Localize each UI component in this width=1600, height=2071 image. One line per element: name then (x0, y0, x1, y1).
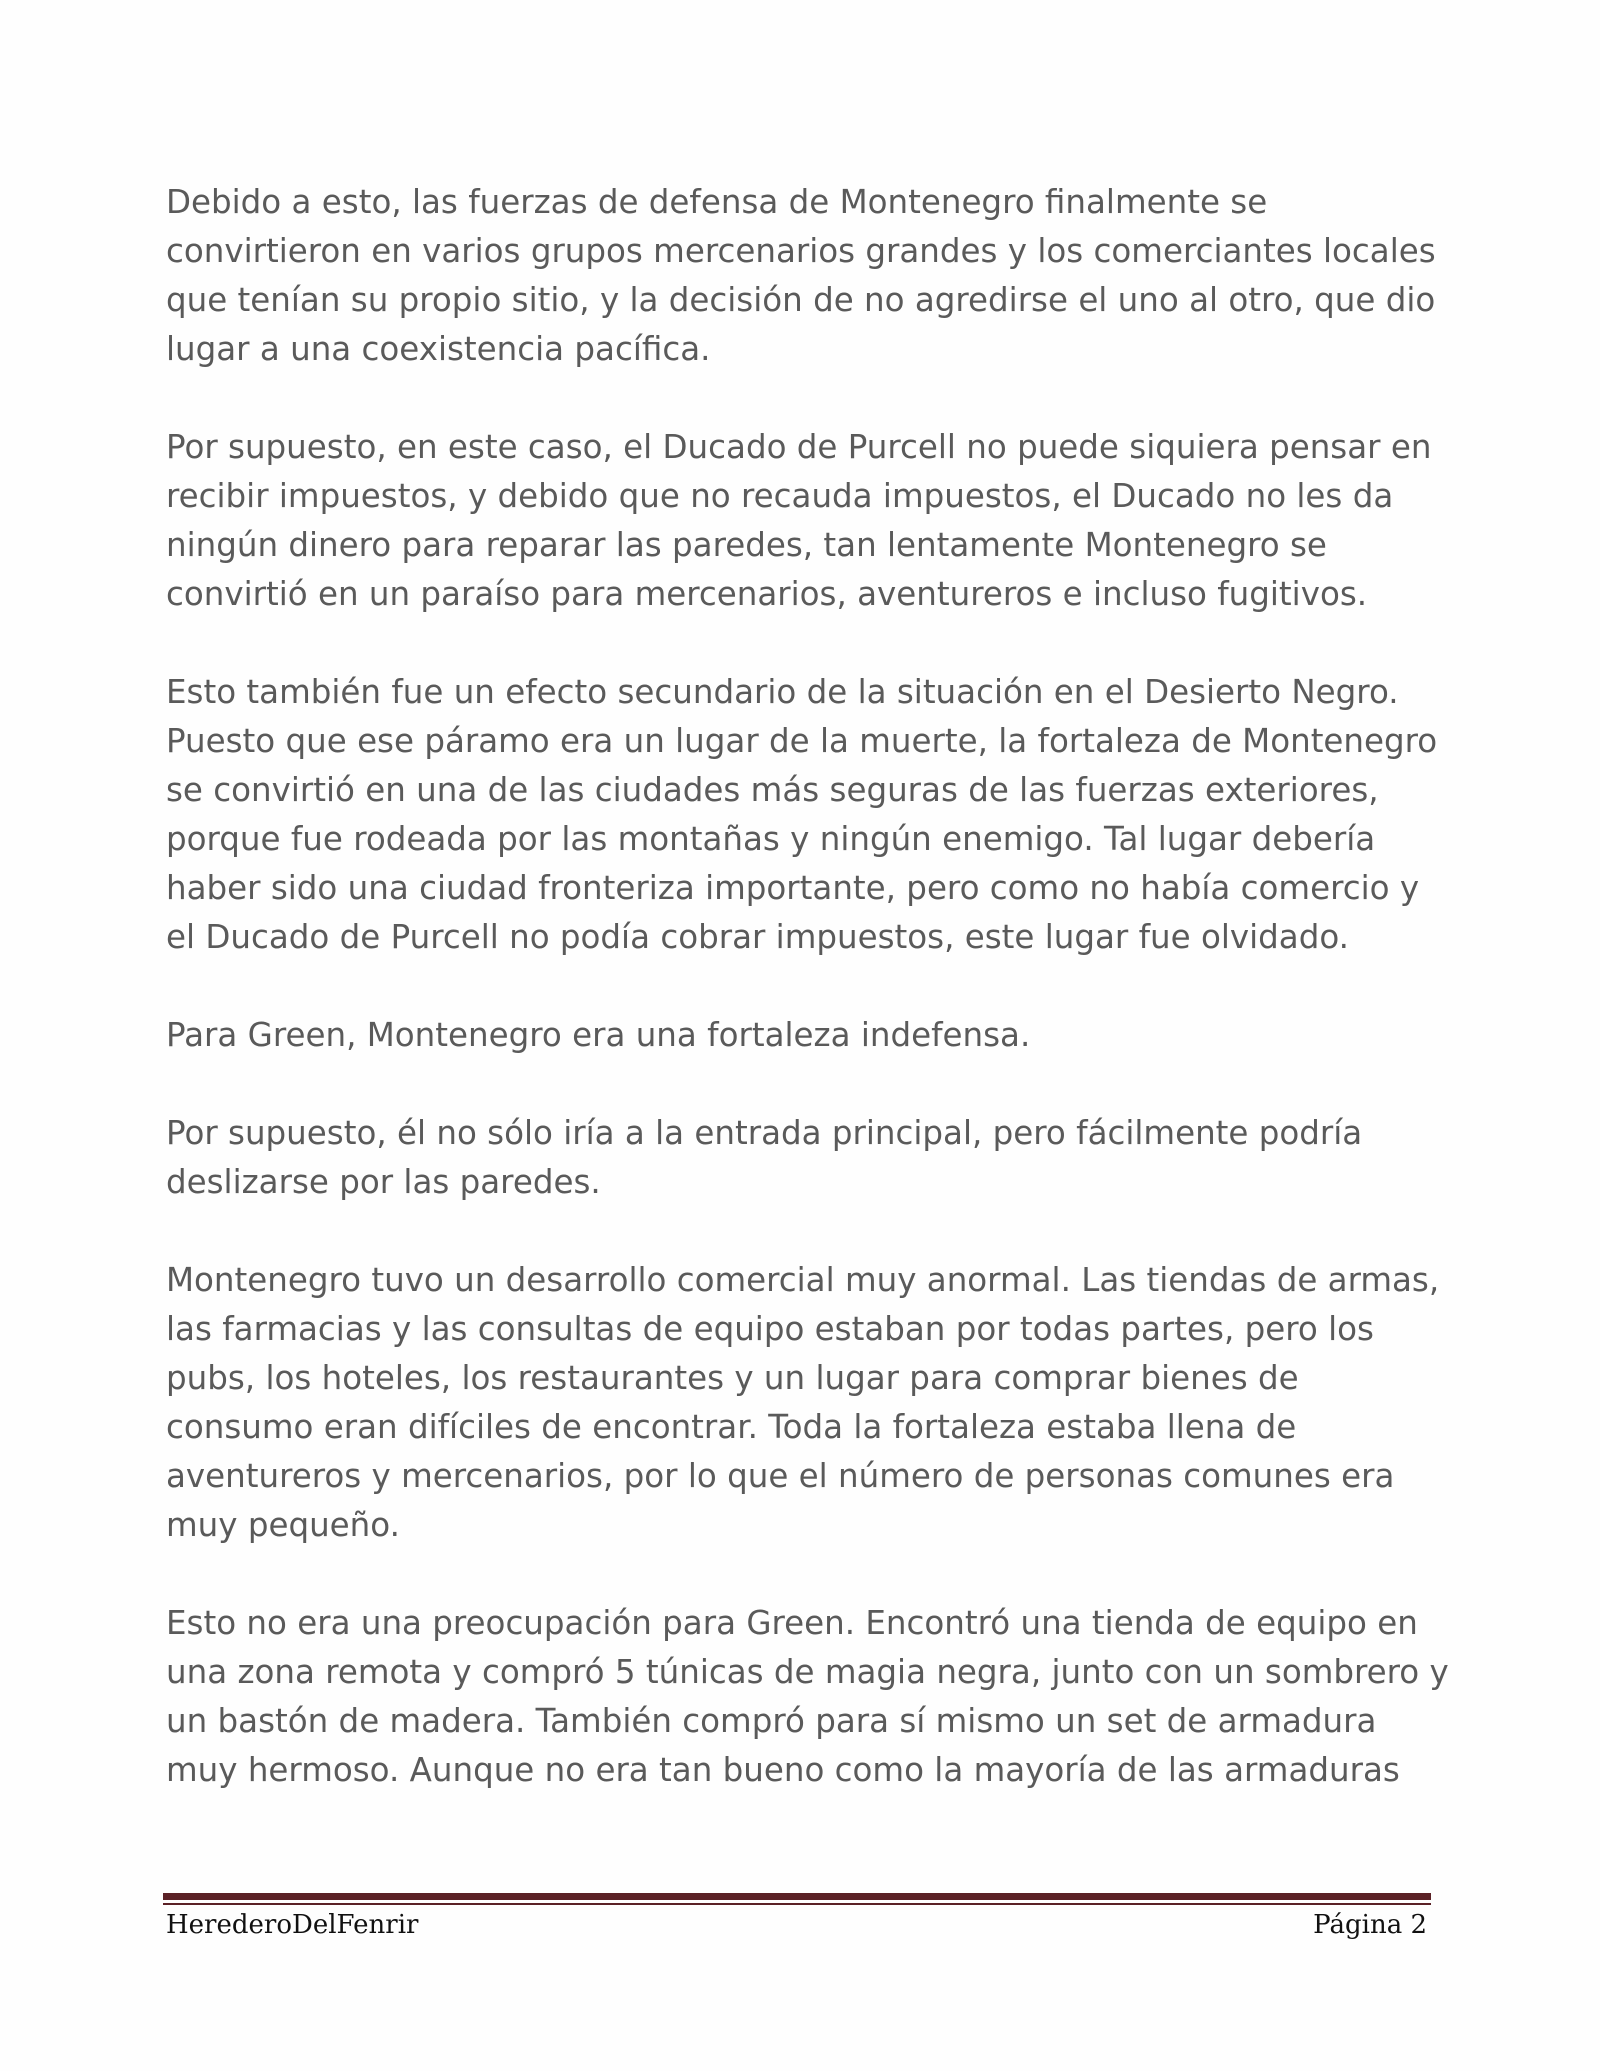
footer-divider-thin (163, 1903, 1431, 1905)
footer-author: HerederoDelFenrir (166, 1910, 419, 1940)
paragraph: Esto también fue un efecto secundario de la situación en el Desierto Negro. Puesto que ese páramo era un lugar de la muerte, la fortaleza de Montenegro se convirtió en una de las ciudades más seguras de las fuerzas exteriores, porque fue rodeada por las montañas y ningún enemigo. Tal lugar debería haber sido una ciudad fronteriza importante, pero como no había comercio y el Ducado de Purcell no podía cobrar impuestos, este lugar fue olvidado. (166, 673, 1438, 956)
paragraph: Por supuesto, él no sólo iría a la entrada principal, pero fácilmente podría deslizarse por las paredes. (166, 1114, 1363, 1201)
body-text (166, 178, 1456, 1844)
paragraph: Por supuesto, en este caso, el Ducado de Purcell no puede siquiera pensar en recibir impuestos, y debido que no recauda impuestos, el Ducado no les da ningún dinero para reparar las paredes, tan lentamente Montenegro se convirtió en un paraíso para mercenarios, aventureros e incluso fugitivos. (166, 428, 1432, 613)
footer-divider-thick (163, 1893, 1431, 1900)
paragraph: Esto no era una preocupación para Green. Encontró una tienda de equipo en una zona remota y compró 5 túnicas de magia negra, junto con un sombrero y un bastón de madera. También compró para sí mismo un set de armadura muy hermoso. Aunque no era tan bueno como la mayoría de las armaduras (166, 1604, 1449, 1789)
paragraph: Debido a esto, las fuerzas de defensa de Montenegro finalmente se convirtieron en varios grupos mercenarios grandes y los comerciantes locales que tenían su propio sitio, y la decisión de no agredirse el uno al otro, que dio lugar a una coexistencia pacífica. (166, 183, 1436, 368)
footer-page-number: Página 2 (1313, 1910, 1427, 1940)
paragraph: Para Green, Montenegro era una fortaleza indefensa. (166, 1016, 1031, 1054)
paragraph: Montenegro tuvo un desarrollo comercial muy anormal. Las tiendas de armas, las farmacias y las consultas de equipo estaban por todas partes, pero los pubs, los hoteles, los restaurantes y un lugar para comprar bienes de consumo eran difíciles de encontrar. Toda la fortaleza estaba llena de aventureros y mercenarios, por lo que el número de personas comunes era muy pequeño. (166, 1261, 1440, 1544)
